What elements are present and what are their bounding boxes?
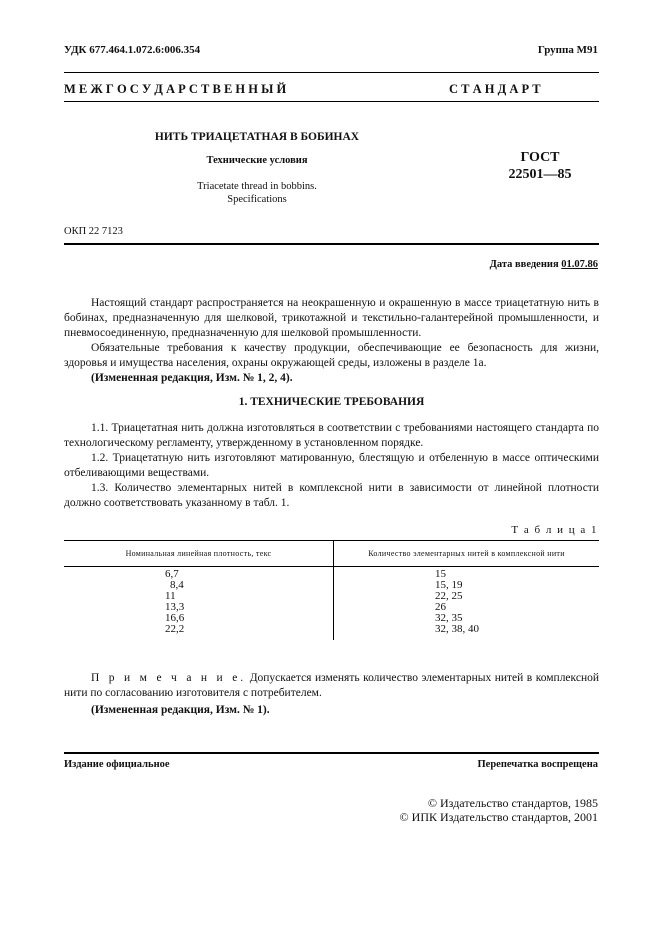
table-header-rule xyxy=(64,566,599,567)
table-top-rule xyxy=(64,540,599,541)
table-note xyxy=(64,671,599,701)
english-title-line2: Specifications xyxy=(227,194,287,205)
copyright-2001: © ИПК Издательство стандартов, 2001 xyxy=(399,810,598,824)
english-title-line1: Triacetate thread in bobbins. xyxy=(197,181,317,192)
table-header-linear-density: Номинальная линейная плотность, текс xyxy=(125,549,272,558)
banner-rule xyxy=(64,101,599,102)
clause-1-3: 1.3. Количество элементарных нитей в комплексной нити в зависимости от линейной плотности должно соответствовать указанному в табл. 1. xyxy=(64,482,599,509)
udk-code: УДК 677.464.1.072.6:006.354 xyxy=(64,44,201,56)
note-label: П р и м е ч а н и е. xyxy=(91,672,247,684)
clause-1-2: 1.2. Триацетатную нить изготовляют матированную, блестящую и отбеленную в массе оптическими отбеливающими веществами. xyxy=(64,452,599,479)
introduction-date-label: Дата введения xyxy=(489,259,559,270)
clause-1-1: 1.1. Триацетатная нить должна изготовляться в соответствии с требованиями настоящего стандарта по технологическому регламенту, утвержденному в установленном порядке. xyxy=(64,422,599,449)
table-1-caption: Т а б л и ц а 1 xyxy=(511,524,598,536)
table-cell-density: 8,4 xyxy=(170,579,184,591)
note-amendment: (Измененная редакция, Изм. № 1). xyxy=(91,704,270,716)
introduction-date xyxy=(490,259,598,270)
table-cell-filaments: 26 xyxy=(435,601,446,613)
footer-rule xyxy=(64,752,599,754)
table-cell-density: 11 xyxy=(165,590,176,602)
table-cell-filaments: 32, 35 xyxy=(435,612,463,624)
intro-paragraph-1: Настоящий стандарт распространяется на неокрашенную и окрашенную в массе триацетатную нить в бобинах, предназначенную для шелковой, трикотажной и текстильно-галантерейной промышленности, и пневмосоединенную, предназначенную для шелковой промышленности. xyxy=(64,297,599,339)
table-cell-density: 22,2 xyxy=(165,623,185,635)
table-cell-filaments: 32, 38, 40 xyxy=(435,623,479,635)
document-title: НИТЬ ТРИАЦЕТАТНАЯ В БОБИНАХ xyxy=(154,131,360,143)
reprint-prohibited: Перепечатка воспрещена xyxy=(477,759,598,770)
section-1-title: 1. ТЕХНИЧЕСКИЕ ТРЕБОВАНИЯ xyxy=(238,396,425,408)
table-cell-density: 16,6 xyxy=(165,612,185,624)
table-cell-density: 6,7 xyxy=(165,568,179,580)
banner-standard: С Т А Н Д А Р Т xyxy=(449,82,541,96)
note-text: Допускается изменять количество элементарных нитей в комплексной нити по согласованию изготовителя с потребителем. xyxy=(64,672,599,699)
copyright-1985: © Издательство стандартов, 1985 xyxy=(427,796,598,810)
banner-interstate: М Е Ж Г О С У Д А Р С Т В Е Н Н Ы Й xyxy=(64,82,287,96)
table-cell-filaments: 15 xyxy=(435,568,446,580)
document-subtitle: Технические условия xyxy=(206,155,308,166)
header-rule xyxy=(64,72,599,73)
table-header-filament-count: Количество элементарных нитей в комплексной нити xyxy=(368,549,565,558)
gost-number: 22501—85 xyxy=(508,167,572,182)
intro-paragraph-2: Обязательные требования к качеству продукции, обеспечивающие ее безопасность для жизни, здоровья и имущества населения, охраны окружающей среды, изложены в разделе 1а. xyxy=(64,342,599,369)
table-cell-filaments: 22, 25 xyxy=(435,590,463,602)
okp-code: ОКП 22 7123 xyxy=(64,226,123,237)
table-cell-filaments: 15, 19 xyxy=(435,579,463,591)
group-code: Группа М91 xyxy=(537,44,598,56)
title-rule xyxy=(64,243,599,245)
official-edition: Издание официальное xyxy=(64,759,170,770)
intro-amendment: (Измененная редакция, Изм. № 1, 2, 4). xyxy=(91,372,293,384)
gost-label: ГОСТ xyxy=(520,150,560,165)
introduction-date-value: 01.07.86 xyxy=(561,259,598,270)
table-cell-density: 13,3 xyxy=(165,601,185,613)
